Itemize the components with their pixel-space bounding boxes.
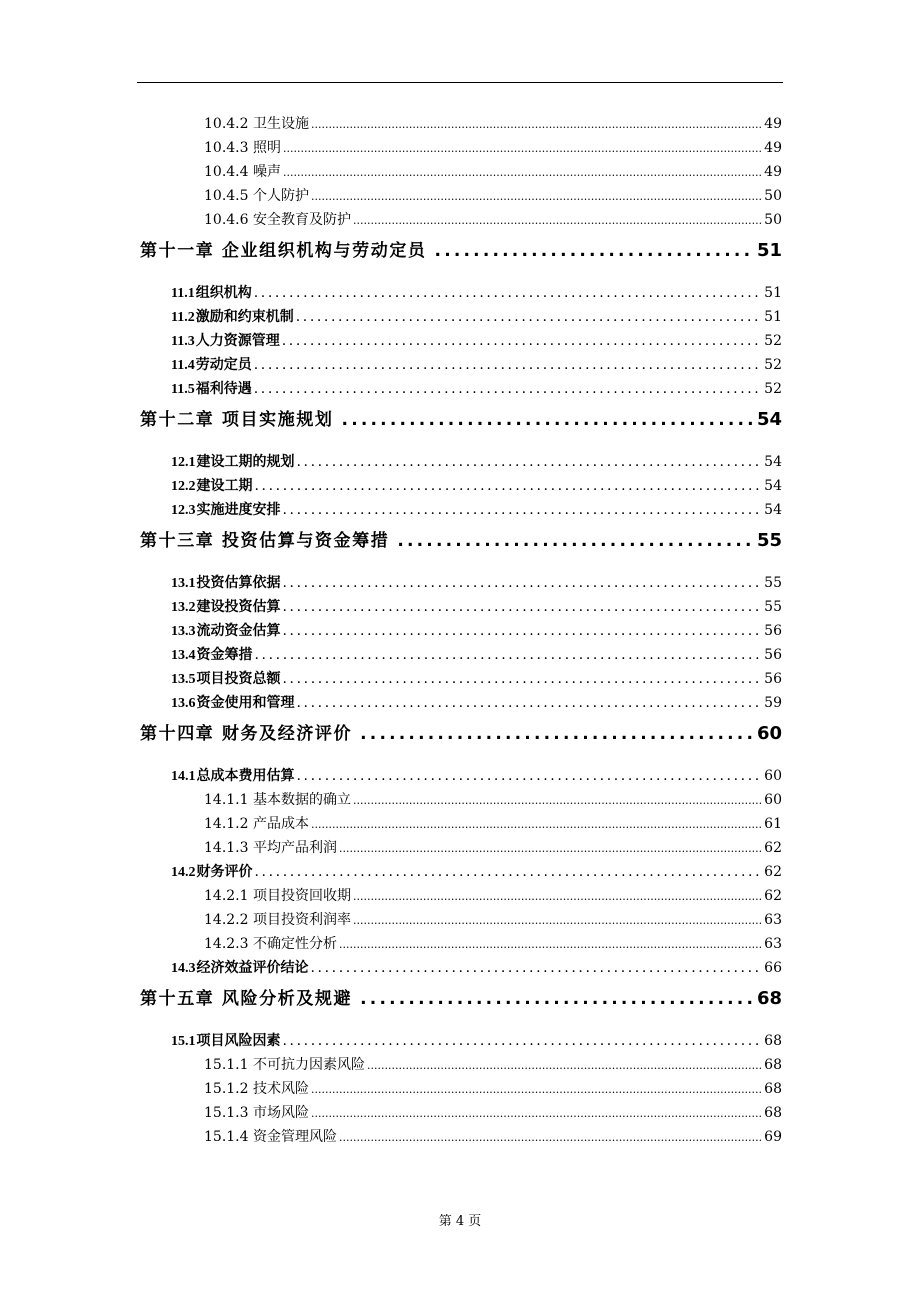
toc-page-number: 56 [764, 623, 782, 639]
toc-subsection-entry[interactable] [204, 837, 782, 857]
toc-entry-label: 10.4.4 噪声 [204, 164, 281, 180]
toc-entry-label: 第十五章 风险分析及规避 [140, 989, 353, 1009]
toc-section-entry[interactable] [171, 354, 782, 374]
toc-subsection-entry[interactable] [204, 813, 782, 833]
toc-subsection-entry[interactable] [204, 209, 782, 229]
toc-dot-leader [311, 190, 762, 203]
toc-dot-leader [254, 285, 762, 301]
toc-entry-title: 激励和约束机制 [195, 309, 294, 325]
toc-page-number: 56 [764, 671, 782, 687]
toc-dot-leader [339, 938, 762, 951]
toc-entry-title: 财务评价 [196, 864, 253, 880]
toc-section-entry[interactable] [171, 1030, 782, 1050]
toc-subsection-entry[interactable] [204, 1078, 782, 1098]
toc-dot-leader [311, 118, 762, 131]
toc-entry-label [171, 861, 253, 881]
toc-entry-number: 13.3 [171, 624, 196, 639]
toc-section-entry[interactable] [171, 451, 782, 471]
toc-subsection-entry[interactable] [204, 137, 782, 157]
toc-entry-title: 劳动定员 [195, 357, 252, 373]
toc-page-number: 55 [756, 530, 782, 551]
toc-dot-leader [283, 142, 762, 155]
toc-dot-leader [353, 214, 762, 227]
toc-entry-label [171, 330, 280, 350]
toc-section-entry[interactable] [171, 765, 782, 785]
toc-entry-label [171, 378, 252, 398]
toc-entry-label: 10.4.2 卫生设施 [204, 116, 309, 132]
toc-entry-label: 10.4.3 照明 [204, 140, 281, 156]
toc-page-number: 60 [756, 723, 782, 744]
toc-dot-leader [255, 864, 763, 880]
toc-entry-number: 11.4 [171, 358, 195, 373]
toc-entry-label: 15.1.4 资金管理风险 [204, 1129, 337, 1145]
toc-entry-label: 14.1.2 产品成本 [204, 816, 309, 832]
toc-entry-number: 12.2 [171, 479, 196, 494]
toc-section-entry[interactable] [171, 378, 782, 398]
toc-page-number: 63 [764, 936, 782, 952]
toc-page-number: 60 [764, 768, 782, 784]
toc-entry-title: 福利待遇 [195, 381, 252, 397]
toc-dot-leader [360, 724, 755, 744]
toc-subsection-entry[interactable] [204, 161, 782, 181]
toc-page-number: 62 [764, 864, 782, 880]
toc-page-number: 49 [764, 164, 782, 180]
toc-page-number: 52 [764, 333, 782, 349]
toc-entry-label [171, 644, 253, 664]
toc-page-number: 66 [764, 960, 782, 976]
toc-entry-number: 11.5 [171, 382, 195, 397]
toc-page-number: 50 [764, 212, 782, 228]
toc-section-entry[interactable] [171, 330, 782, 350]
toc-section-entry[interactable] [171, 282, 782, 302]
toc-dot-leader [283, 166, 762, 179]
toc-entry-label [171, 572, 281, 592]
toc-dot-leader [339, 1131, 762, 1144]
toc-page-number: 54 [756, 409, 782, 430]
toc-dot-leader [353, 890, 762, 903]
toc-page-number: 49 [764, 116, 782, 132]
toc-entry-title: 项目风险因素 [196, 1033, 281, 1049]
toc-section-entry[interactable] [171, 692, 782, 712]
toc-dot-leader [283, 671, 763, 687]
toc-entry-label: 第十二章 项目实施规划 [140, 410, 334, 430]
toc-entry-title: 项目投资总额 [196, 671, 281, 687]
page-footer: 第 4 页 [438, 1214, 482, 1229]
toc-page-number: 51 [764, 309, 782, 325]
toc-dot-leader [255, 478, 763, 494]
toc-section-entry[interactable] [171, 668, 782, 688]
toc-chapter-entry[interactable] [140, 236, 782, 261]
toc-chapter-entry[interactable] [140, 719, 782, 744]
toc-dot-leader [297, 695, 763, 711]
toc-entry-title: 建设工期 [196, 478, 253, 494]
toc-page-number: 62 [764, 888, 782, 904]
toc-page-number: 68 [764, 1105, 782, 1121]
toc-entry-label [171, 475, 253, 495]
toc-page-number: 54 [764, 454, 782, 470]
toc-entry-label: 14.2.3 不确定性分析 [204, 936, 337, 952]
toc-subsection-entry[interactable] [204, 933, 782, 953]
toc-entry-label [171, 620, 281, 640]
toc-entry-number: 12.1 [171, 455, 196, 470]
toc-section-entry[interactable] [171, 596, 782, 616]
toc-dot-leader [282, 333, 762, 349]
toc-section-entry[interactable] [171, 475, 782, 495]
toc-entry-title: 建设工期的规划 [196, 454, 295, 470]
toc-entry-title: 人力资源管理 [195, 333, 280, 349]
toc-dot-leader [283, 575, 763, 591]
toc-page-number: 68 [764, 1057, 782, 1073]
toc-page-number: 68 [764, 1033, 782, 1049]
toc-dot-leader [297, 454, 763, 470]
toc-page-number: 55 [764, 575, 782, 591]
toc-entry-title: 组织机构 [195, 285, 252, 301]
toc-dot-leader [311, 1107, 762, 1120]
toc-entry-title: 资金筹措 [196, 647, 253, 663]
toc-entry-label: 第十一章 企业组织机构与劳动定员 [140, 241, 427, 261]
toc-entry-title: 经济效益评价结论 [196, 960, 309, 976]
toc-entry-title: 资金使用和管理 [196, 695, 295, 711]
toc-entry-number: 14.2 [171, 865, 196, 880]
toc-page-number: 54 [764, 478, 782, 494]
toc-entry-label: 15.1.2 技术风险 [204, 1081, 309, 1097]
toc-entry-label [171, 692, 295, 712]
toc-chapter-entry[interactable] [140, 405, 782, 430]
toc-page-number: 56 [764, 647, 782, 663]
toc-subsection-entry[interactable] [204, 789, 782, 809]
toc-chapter-entry[interactable] [140, 526, 782, 551]
toc-entry-label: 10.4.5 个人防护 [204, 188, 309, 204]
toc-page-number: 60 [764, 792, 782, 808]
toc-subsection-entry[interactable] [204, 1102, 782, 1122]
toc-dot-leader [296, 309, 762, 325]
toc-entry-label [171, 957, 309, 977]
toc-dot-leader [283, 623, 763, 639]
toc-section-entry[interactable] [171, 499, 782, 519]
toc-dot-leader [353, 914, 762, 927]
toc-entry-title: 流动资金估算 [196, 623, 281, 639]
toc-entry-number: 14.1 [171, 769, 196, 784]
toc-dot-leader [367, 1059, 762, 1072]
toc-entry-label: 第十四章 财务及经济评价 [140, 724, 353, 744]
toc-subsection-entry[interactable] [204, 1126, 782, 1146]
header-rule [137, 82, 783, 83]
toc-entry-title: 总成本费用估算 [196, 768, 295, 784]
toc-section-entry[interactable] [171, 572, 782, 592]
toc-dot-leader [283, 1033, 763, 1049]
toc-entry-label [171, 499, 281, 519]
toc-section-entry[interactable] [171, 620, 782, 640]
toc-entry-label [171, 765, 295, 785]
toc-page-number: 50 [764, 188, 782, 204]
toc-dot-leader [311, 1083, 762, 1096]
toc-entry-label: 14.1.3 平均产品利润 [204, 840, 337, 856]
toc-section-entry[interactable] [171, 644, 782, 664]
toc-page-number: 51 [764, 285, 782, 301]
toc-entry-number: 13.5 [171, 672, 196, 687]
toc-entry-label [171, 354, 252, 374]
toc-entry-number: 13.1 [171, 576, 196, 591]
toc-dot-leader [254, 381, 762, 397]
toc-entry-number: 11.2 [171, 310, 195, 325]
toc-entry-label [171, 668, 281, 688]
toc-entry-label [171, 306, 294, 326]
toc-dot-leader [297, 768, 763, 784]
toc-entry-label: 10.4.6 安全教育及防护 [204, 212, 351, 228]
toc-page-number: 69 [764, 1129, 782, 1145]
toc-dot-leader [360, 989, 755, 1009]
toc-entry-title: 实施进度安排 [196, 502, 281, 518]
toc-entry-number: 13.4 [171, 648, 196, 663]
toc-subsection-entry[interactable] [204, 885, 782, 905]
toc-dot-leader [339, 842, 762, 855]
toc-dot-leader [311, 818, 762, 831]
toc-entry-title: 投资估算依据 [196, 575, 281, 591]
toc-entry-number: 11.1 [171, 286, 195, 301]
toc-entry-number: 12.3 [171, 503, 196, 518]
toc-entry-label: 14.2.1 项目投资回收期 [204, 888, 351, 904]
toc-page-number: 55 [764, 599, 782, 615]
toc-entry-label: 14.2.2 项目投资利润率 [204, 912, 351, 928]
toc-entry-label [171, 282, 252, 302]
toc-page-number: 54 [764, 502, 782, 518]
toc-page-number: 49 [764, 140, 782, 156]
toc-page-number: 68 [764, 1081, 782, 1097]
toc-section-entry[interactable] [171, 861, 782, 881]
toc-dot-leader [254, 357, 762, 373]
toc-dot-leader [283, 599, 763, 615]
toc-entry-label: 14.1.1 基本数据的确立 [204, 792, 351, 808]
toc-entry-label [171, 451, 295, 471]
toc-entry-label: 15.1.1 不可抗力因素风险 [204, 1057, 365, 1073]
toc-entry-number: 14.3 [171, 961, 196, 976]
toc-page-number: 61 [764, 816, 782, 832]
toc-page-number: 63 [764, 912, 782, 928]
toc-subsection-entry[interactable] [204, 1054, 782, 1074]
toc-entry-number: 13.2 [171, 600, 196, 615]
toc-chapter-entry[interactable] [140, 984, 782, 1009]
toc-subsection-entry[interactable] [204, 113, 782, 133]
toc-entry-number: 13.6 [171, 696, 196, 711]
toc-entry-title: 建设投资估算 [196, 599, 281, 615]
toc-entry-number: 11.3 [171, 334, 195, 349]
toc-dot-leader [397, 531, 755, 551]
toc-entry-label [171, 1030, 281, 1050]
toc-subsection-entry[interactable] [204, 909, 782, 929]
toc-section-entry[interactable] [171, 957, 782, 977]
toc-dot-leader [342, 410, 755, 430]
toc-subsection-entry[interactable] [204, 185, 782, 205]
toc-dot-leader [255, 647, 763, 663]
toc-dot-leader [311, 960, 763, 976]
toc-entry-label [171, 596, 281, 616]
toc-entry-label: 第十三章 投资估算与资金筹措 [140, 531, 390, 551]
toc-page-number: 51 [756, 240, 782, 261]
toc-section-entry[interactable] [171, 306, 782, 326]
toc-page-number: 68 [756, 988, 782, 1009]
toc-entry-label: 15.1.3 市场风险 [204, 1105, 309, 1121]
toc-page-number: 52 [764, 357, 782, 373]
toc-entry-number: 15.1 [171, 1034, 196, 1049]
toc-page-number: 52 [764, 381, 782, 397]
toc-dot-leader [353, 794, 762, 807]
toc-dot-leader [435, 241, 755, 261]
toc-dot-leader [283, 502, 763, 518]
toc-page-number: 62 [764, 840, 782, 856]
toc-page-number: 59 [764, 695, 782, 711]
